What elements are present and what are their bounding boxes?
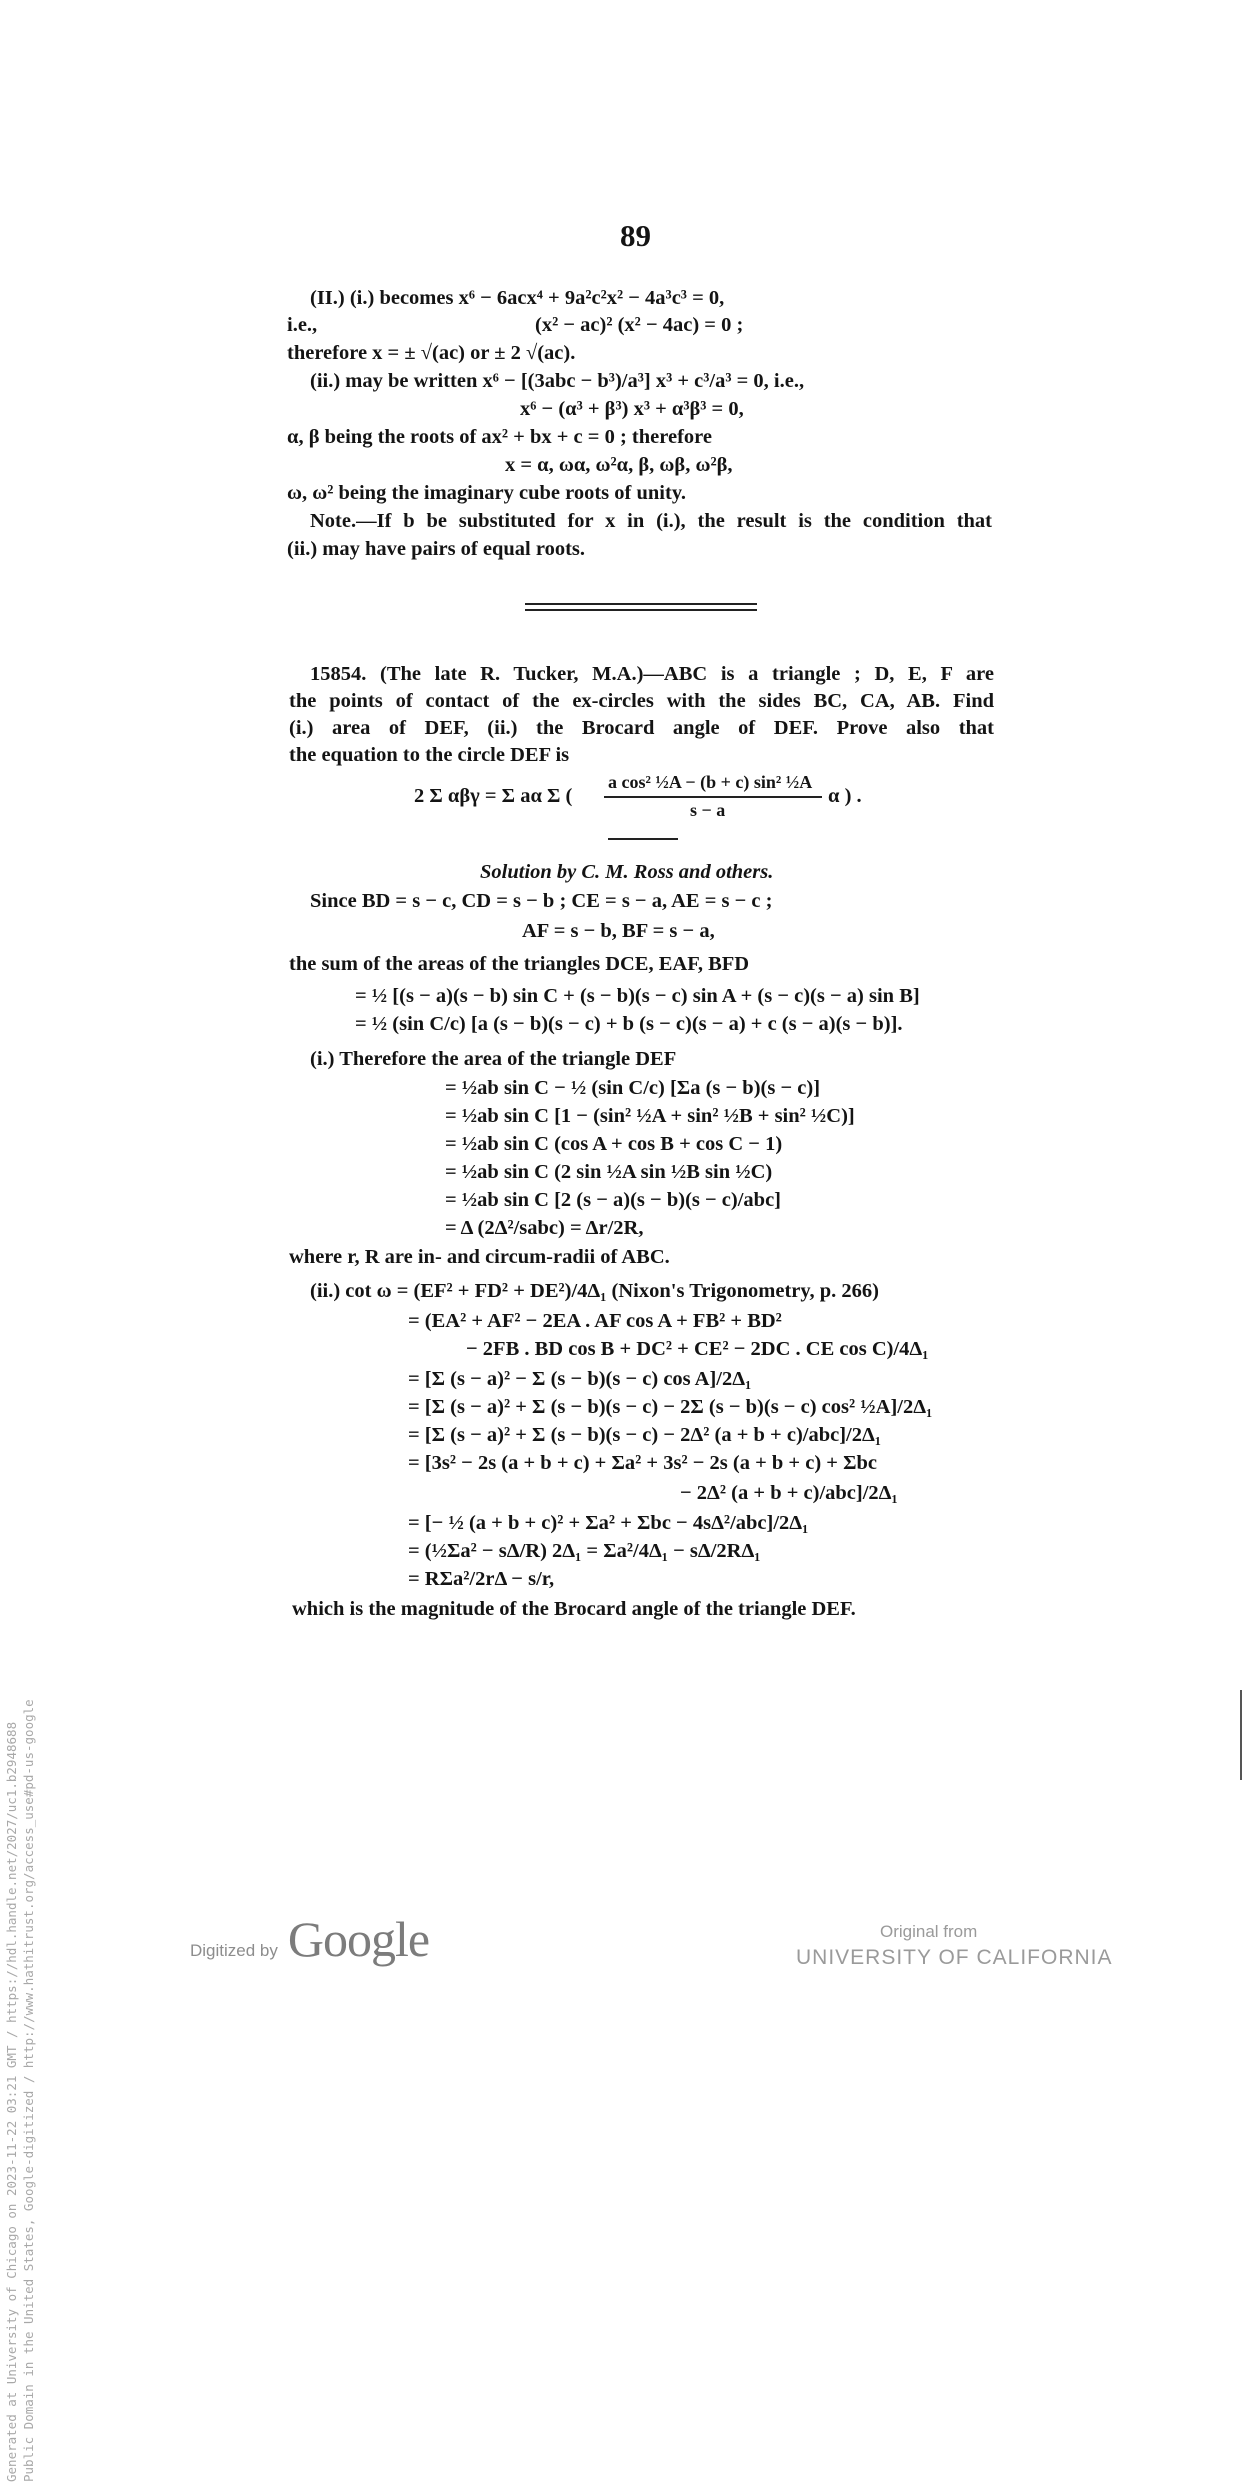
text-line: (x² − ac)² (x² − 4ac) = 0 ; bbox=[535, 314, 744, 336]
question-line: the points of contact of the ex-circles with the sides BC, CA, AB. Find bbox=[289, 690, 994, 712]
google-logo: Google bbox=[287, 1911, 430, 1967]
solution-line: = [Σ (s − a)² − Σ (s − b)(s − c) cos A]/2Δ₁ bbox=[408, 1368, 752, 1390]
solution-line: the sum of the areas of the triangles DCE, EAF, BFD bbox=[289, 953, 750, 975]
text-line: (II.) (i.) becomes x⁶ − 6acx⁴ + 9a²c²x² − 4a³c³ = 0, bbox=[310, 287, 725, 309]
original-from-label: Original from bbox=[880, 1922, 978, 1941]
solution-line: AF = s − b, BF = s − a, bbox=[522, 920, 715, 942]
solution-line: = [3s² − 2s (a + b + c) + Σa² + 3s² − 2s (a + b + c) + Σbc bbox=[408, 1452, 877, 1474]
text-line: ω, ω² being the imaginary cube roots of unity. bbox=[287, 482, 687, 504]
google-footer bbox=[190, 1910, 429, 1968]
university-label: UNIVERSITY OF CALIFORNIA bbox=[796, 1946, 1113, 1969]
watermark-line-2: Public Domain in the United States, Google-digitized / http://www.hathitrust.org/access_use#pd-us-google bbox=[21, 1699, 36, 2482]
watermark-line-1: Generated at University of Chicago on 2023-11-22 03:21 GMT / https://hdl.handle.net/2027/uc1.b2948688 bbox=[4, 1721, 19, 2482]
section-divider bbox=[525, 603, 757, 605]
solution-line: which is the magnitude of the Brocard angle of the triangle DEF. bbox=[292, 1598, 856, 1620]
solution-line: − 2Δ² (a + b + c)/abc]/2Δ₁ bbox=[680, 1482, 898, 1504]
question-line: 15854. (The late R. Tucker, M.A.)—ABC is a triangle ; D, E, F are bbox=[310, 663, 994, 685]
digitized-by-label: Digitized by bbox=[190, 1941, 278, 1960]
equation-denominator: s − a bbox=[690, 800, 726, 820]
solution-heading: Solution by C. M. Ross and others. bbox=[480, 861, 774, 883]
solution-line: (i.) Therefore the area of the triangle DEF bbox=[310, 1048, 677, 1070]
question-line: the equation to the circle DEF is bbox=[289, 744, 570, 766]
text-line: i.e., bbox=[287, 314, 318, 336]
equation-rhs: α ) . bbox=[828, 785, 862, 807]
section-divider bbox=[525, 609, 757, 611]
text-line: x⁶ − (α³ + β³) x³ + α³β³ = 0, bbox=[520, 398, 744, 420]
fraction-bar bbox=[604, 796, 822, 798]
solution-line: = ½ab sin C [2 (s − a)(s − b)(s − c)/abc] bbox=[445, 1189, 781, 1211]
page-number: 89 bbox=[620, 218, 651, 253]
solution-line: = ½ab sin C − ½ (sin C/c) [Σa (s − b)(s − c)] bbox=[445, 1077, 821, 1099]
solution-line: = (½Σa² − sΔ/R) 2Δ₁ = Σa²/4Δ₁ − sΔ/2RΔ₁ bbox=[408, 1540, 761, 1562]
solution-line: = ½ab sin C (2 sin ½A sin ½B sin ½C) bbox=[445, 1161, 773, 1183]
equation-numerator: a cos² ½A − (b + c) sin² ½A bbox=[608, 772, 813, 792]
equation-lhs: 2 Σ αβγ = Σ aα Σ ( bbox=[414, 785, 573, 807]
solution-line: where r, R are in- and circum-radii of ABC. bbox=[289, 1246, 670, 1268]
question-line: (i.) area of DEF, (ii.) the Brocard angle of DEF. Prove also that bbox=[289, 717, 994, 739]
margin-mark bbox=[1240, 1690, 1242, 1780]
solution-line: = ½ab sin C [1 − (sin² ½A + sin² ½B + sin² ½C)] bbox=[445, 1105, 855, 1127]
solution-line: = (EA² + AF² − 2EA . AF cos A + FB² + BD² bbox=[408, 1310, 782, 1332]
text-line: α, β being the roots of ax² + bx + c = 0 ; therefore bbox=[287, 426, 712, 448]
short-divider bbox=[608, 838, 678, 840]
solution-line: = [Σ (s − a)² + Σ (s − b)(s − c) − 2Σ (s − b)(s − c) cos² ½A]/2Δ₁ bbox=[408, 1396, 933, 1418]
text-line: Note.—If b be substituted for x in (i.), the result is the condition that bbox=[310, 510, 992, 532]
solution-line: = RΣa²/2rΔ − s/r, bbox=[408, 1568, 555, 1590]
solution-line: = [− ½ (a + b + c)² + Σa² + Σbc − 4sΔ²/abc]/2Δ₁ bbox=[408, 1512, 809, 1534]
solution-line: = ½ [(s − a)(s − b) sin C + (s − b)(s − c) sin A + (s − c)(s − a) sin B] bbox=[355, 985, 920, 1007]
text-line: therefore x = ± √(ac) or ± 2 √(ac). bbox=[287, 342, 576, 364]
text-line: (ii.) may have pairs of equal roots. bbox=[287, 538, 586, 560]
solution-line: − 2FB . BD cos B + DC² + CE² − 2DC . CE cos C)/4Δ₁ bbox=[466, 1338, 929, 1360]
solution-line: = ½ab sin C (cos A + cos B + cos C − 1) bbox=[445, 1133, 783, 1155]
solution-line: = Δ (2Δ²/sabc) = Δr/2R, bbox=[445, 1217, 644, 1239]
text-line: (ii.) may be written x⁶ − [(3abc − b³)/a³] x³ + c³/a³ = 0, i.e., bbox=[310, 370, 805, 392]
solution-line: = [Σ (s − a)² + Σ (s − b)(s − c) − 2Δ² (a + b + c)/abc]/2Δ₁ bbox=[408, 1424, 881, 1446]
side-watermark bbox=[3, 782, 37, 2482]
solution-line: Since BD = s − c, CD = s − b ; CE = s − a, AE = s − c ; bbox=[310, 890, 773, 912]
text-line: x = α, ωα, ω²α, β, ωβ, ω²β, bbox=[505, 454, 733, 476]
solution-line: = ½ (sin C/c) [a (s − b)(s − c) + b (s − c)(s − a) + c (s − a)(s − b)]. bbox=[355, 1013, 903, 1035]
solution-line: (ii.) cot ω = (EF² + FD² + DE²)/4Δ₁ (Nixon's Trigonometry, p. 266) bbox=[310, 1280, 879, 1302]
